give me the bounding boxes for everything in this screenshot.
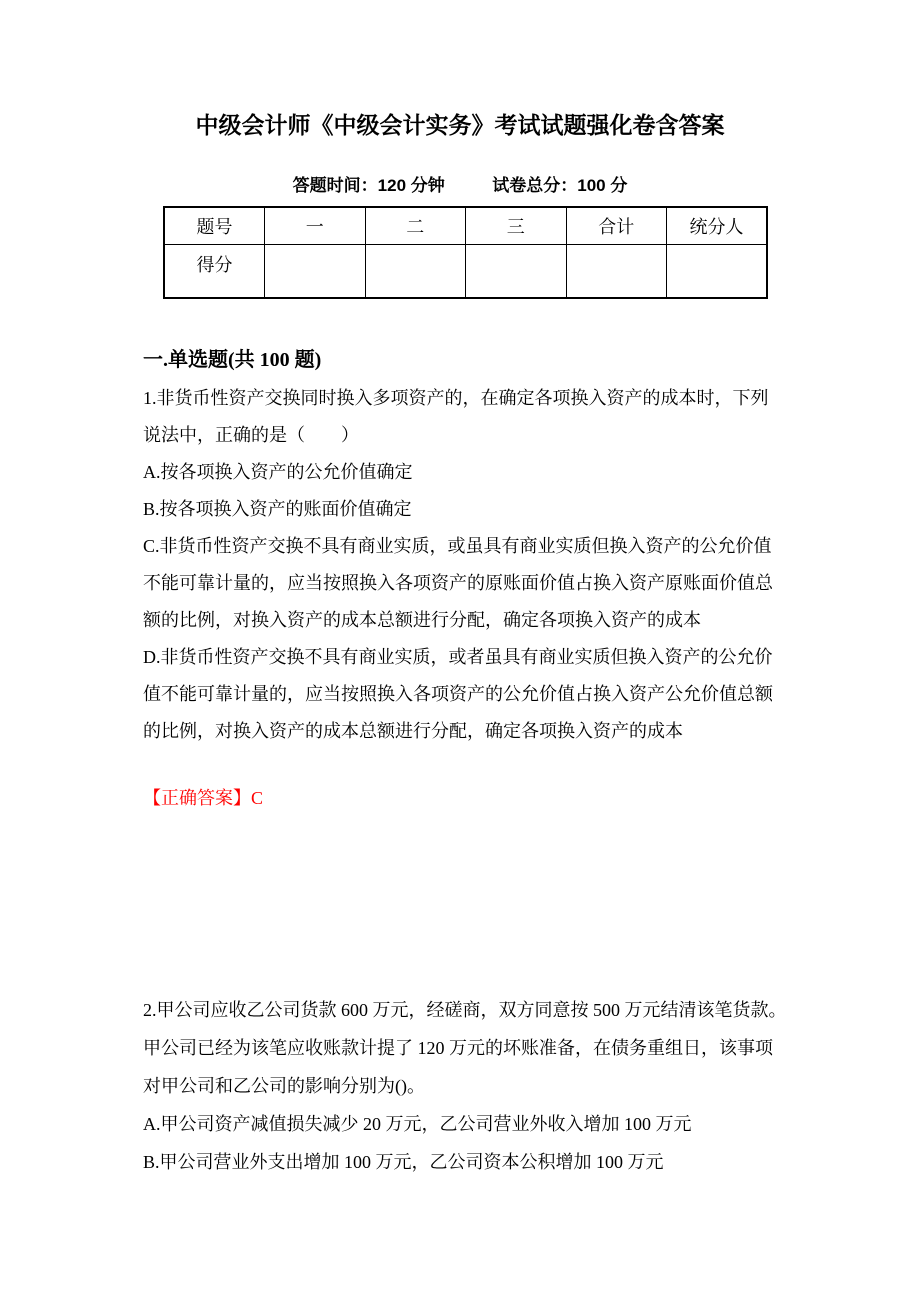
question-1 xyxy=(143,380,823,750)
score-table xyxy=(163,206,768,299)
question-1-text-line: 说法中，正确的是（ ） xyxy=(143,425,359,445)
exam-total-score: 试卷总分：100 分 xyxy=(492,176,628,195)
question-1-option-d: D.非货币性资产交换不具有商业实质，或者虽具有商业实质但换入资产的公允价 xyxy=(143,647,773,667)
section-heading-single-choice: 一.单选题(共 100 题) xyxy=(143,349,322,371)
question-2-text-line: 对甲公司和乙公司的影响分别为()。 xyxy=(143,1076,425,1096)
question-1-option-c-line: 不能可靠计量的，应当按照换入各项资产的原账面价值占换入资产原账面价值总 xyxy=(143,573,773,593)
question-2 xyxy=(143,991,823,1181)
question-1-option-d-line: 的比例，对换入资产的成本总额进行分配，确定各项换入资产的成本 xyxy=(143,721,683,741)
exam-meta xyxy=(0,175,920,197)
score-cell-5 xyxy=(667,245,768,299)
score-table-header-section-3: 三 xyxy=(466,207,567,245)
score-row-label: 得分 xyxy=(164,245,265,299)
question-1-text-line: 1.非货币性资产交换同时换入多项资产的，在确定各项换入资产的成本时，下列 xyxy=(143,388,769,408)
question-2-option-a: A.甲公司资产减值损失减少 20 万元，乙公司营业外收入增加 100 万元 xyxy=(143,1114,692,1134)
question-1-correct-answer: 【正确答案】C xyxy=(143,788,264,808)
score-cell-2 xyxy=(365,245,466,299)
score-table-score-row xyxy=(164,245,767,299)
question-2-option-b: B.甲公司营业外支出增加 100 万元，乙公司资本公积增加 100 万元 xyxy=(143,1152,664,1172)
question-1-option-c-line: 额的比例，对换入资产的成本总额进行分配，确定各项换入资产的成本 xyxy=(143,610,701,630)
exam-duration: 答题时间：120 分钟 xyxy=(292,176,445,195)
question-1-option-a: A.按各项换入资产的公允价值确定 xyxy=(143,462,413,482)
question-2-text-line: 甲公司已经为该笔应收账款计提了 120 万元的坏账准备，在债务重组日，该事项 xyxy=(143,1038,773,1058)
page-title: 中级会计师《中级会计实务》考试试题强化卷含答案 xyxy=(195,112,725,138)
score-cell-4 xyxy=(566,245,667,299)
score-cell-3 xyxy=(466,245,567,299)
score-table-header-question-number: 题号 xyxy=(164,207,265,245)
score-table-header-total: 合计 xyxy=(566,207,667,245)
score-table-header-section-2: 二 xyxy=(365,207,466,245)
score-table-header-section-1: 一 xyxy=(265,207,366,245)
score-table-header-row xyxy=(164,207,767,245)
question-1-option-b: B.按各项换入资产的账面价值确定 xyxy=(143,499,412,519)
score-cell-1 xyxy=(265,245,366,299)
question-2-text-line: 2.甲公司应收乙公司货款 600 万元，经磋商，双方同意按 500 万元结清该笔货款。 xyxy=(143,1000,787,1020)
question-1-option-d-line: 值不能可靠计量的，应当按照换入各项资产的公允价值占换入资产公允价值总额 xyxy=(143,684,773,704)
score-table-header-scorer: 统分人 xyxy=(667,207,768,245)
question-1-option-c: C.非货币性资产交换不具有商业实质，或虽具有商业实质但换入资产的公允价值 xyxy=(143,536,772,556)
